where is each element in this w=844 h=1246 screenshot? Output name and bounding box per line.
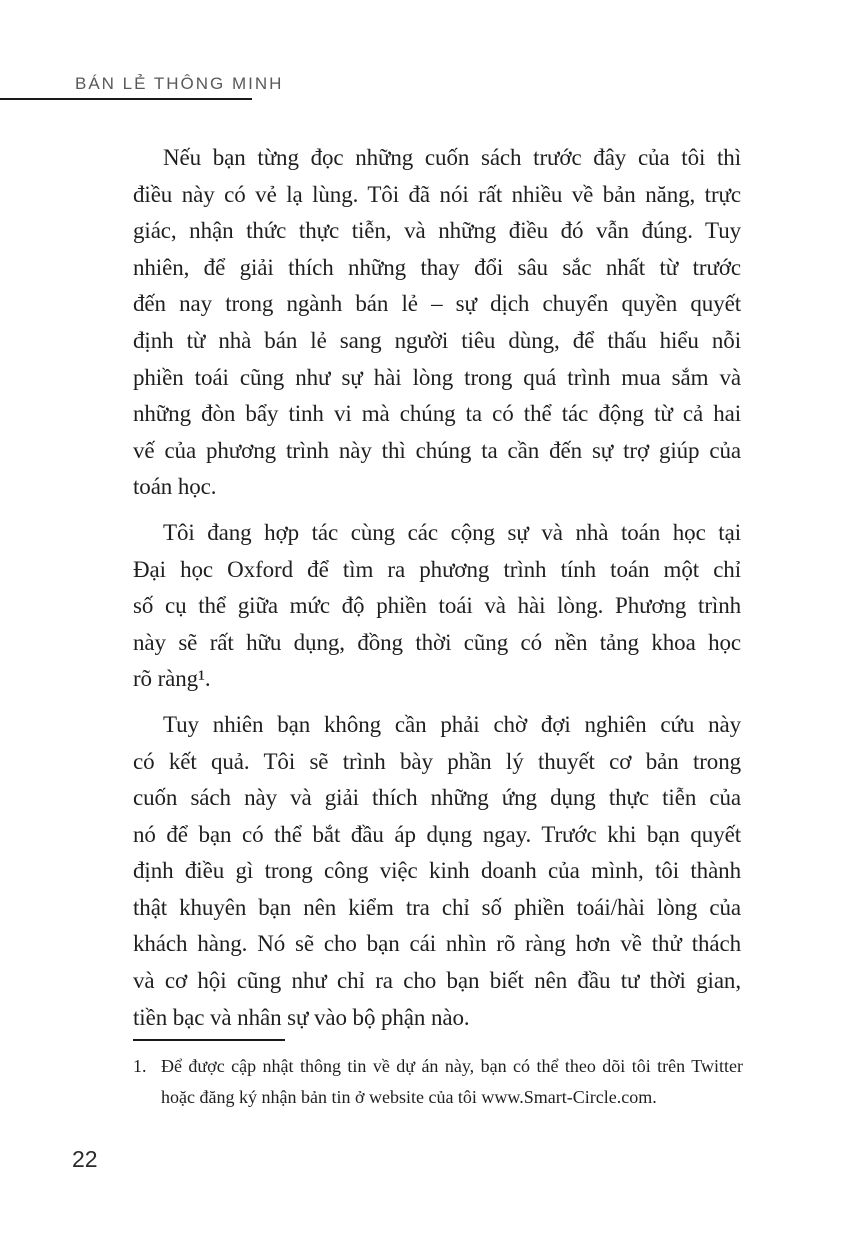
text-line: nhiên, để giải thích những thay đổi sâu sắc nhất từ trước	[133, 254, 741, 280]
text-line: thật khuyên bạn nên kiểm tra chỉ số phiền toái/hài lòng của	[133, 894, 741, 920]
text-line: vế của phương trình này thì chúng ta cần đến sự trợ giúp của	[133, 437, 741, 463]
page-number: 22	[72, 1146, 98, 1172]
text-line: có kết quả. Tôi sẽ trình bày phần lý thuyết cơ bản trong	[133, 748, 741, 774]
text-line: số cụ thể giữa mức độ phiền toái và hài lòng. Phương trình	[133, 593, 741, 619]
text-line: khách hàng. Nó sẽ cho bạn cái nhìn rõ ràng hơn về thử thách	[133, 931, 741, 957]
footnote-line: hoặc đăng ký nhận bản tin ở website của tôi www.Smart-Circle.com.	[161, 1087, 657, 1107]
text-line: đến nay trong ngành bán lẻ – sự dịch chuyển quyền quyết	[133, 291, 741, 317]
text-line: định điều gì trong công việc kinh doanh của mình, tôi thành	[133, 858, 741, 884]
footnote-separator	[133, 1039, 285, 1041]
text-line: phiền toái cũng như sự hài lòng trong quá trình mua sắm và	[133, 364, 741, 390]
footnote-marker: 1.	[133, 1056, 147, 1076]
text-line: rõ ràng¹.	[133, 666, 211, 692]
text-line: tiền bạc và nhân sự vào bộ phận nào.	[133, 1004, 470, 1030]
running-title: BÁN LẺ THÔNG MINH	[75, 74, 284, 93]
footnote-lines	[161, 1051, 743, 1113]
paragraph	[133, 140, 741, 506]
body-text	[133, 140, 741, 1036]
footnote-line: Để được cập nhật thông tin về dự án này, bạn có thể theo dõi tôi trên Twitter	[161, 1056, 743, 1076]
text-line: Tuy nhiên bạn không cần phải chờ đợi nghiên cứu này	[163, 711, 741, 737]
header-rule	[0, 98, 252, 100]
text-line: và cơ hội cũng như chỉ ra cho bạn biết nên đầu tư thời gian,	[133, 968, 741, 994]
text-line: giác, nhận thức thực tiễn, và những điều đó vẫn đúng. Tuy	[133, 218, 741, 244]
text-line: Nếu bạn từng đọc những cuốn sách trước đây của tôi thì	[163, 145, 741, 170]
running-header	[75, 74, 283, 94]
text-line: điều này có vẻ lạ lùng. Tôi đã nói rất nhiều về bản năng, trực	[133, 181, 741, 207]
text-line: cuốn sách này và giải thích những ứng dụng thực tiễn của	[133, 785, 741, 811]
text-line: này sẽ rất hữu dụng, đồng thời cũng có nền tảng khoa học	[133, 629, 741, 655]
text-line: toán học.	[133, 474, 217, 500]
text-line: Tôi đang hợp tác cùng các cộng sự và nhà toán học tại	[163, 519, 741, 545]
footnote	[133, 1051, 743, 1113]
paragraph	[133, 707, 741, 1036]
text-line: nó để bạn có thể bắt đầu áp dụng ngay. Trước khi bạn quyết	[133, 821, 741, 847]
text-line: Đại học Oxford để tìm ra phương trình tính toán một chỉ	[133, 556, 741, 582]
text-line: những đòn bẩy tinh vi mà chúng ta có thể tác động từ cả hai	[133, 401, 741, 427]
paragraph	[133, 515, 741, 698]
text-line: định từ nhà bán lẻ sang người tiêu dùng, để thấu hiểu nỗi	[133, 327, 741, 353]
